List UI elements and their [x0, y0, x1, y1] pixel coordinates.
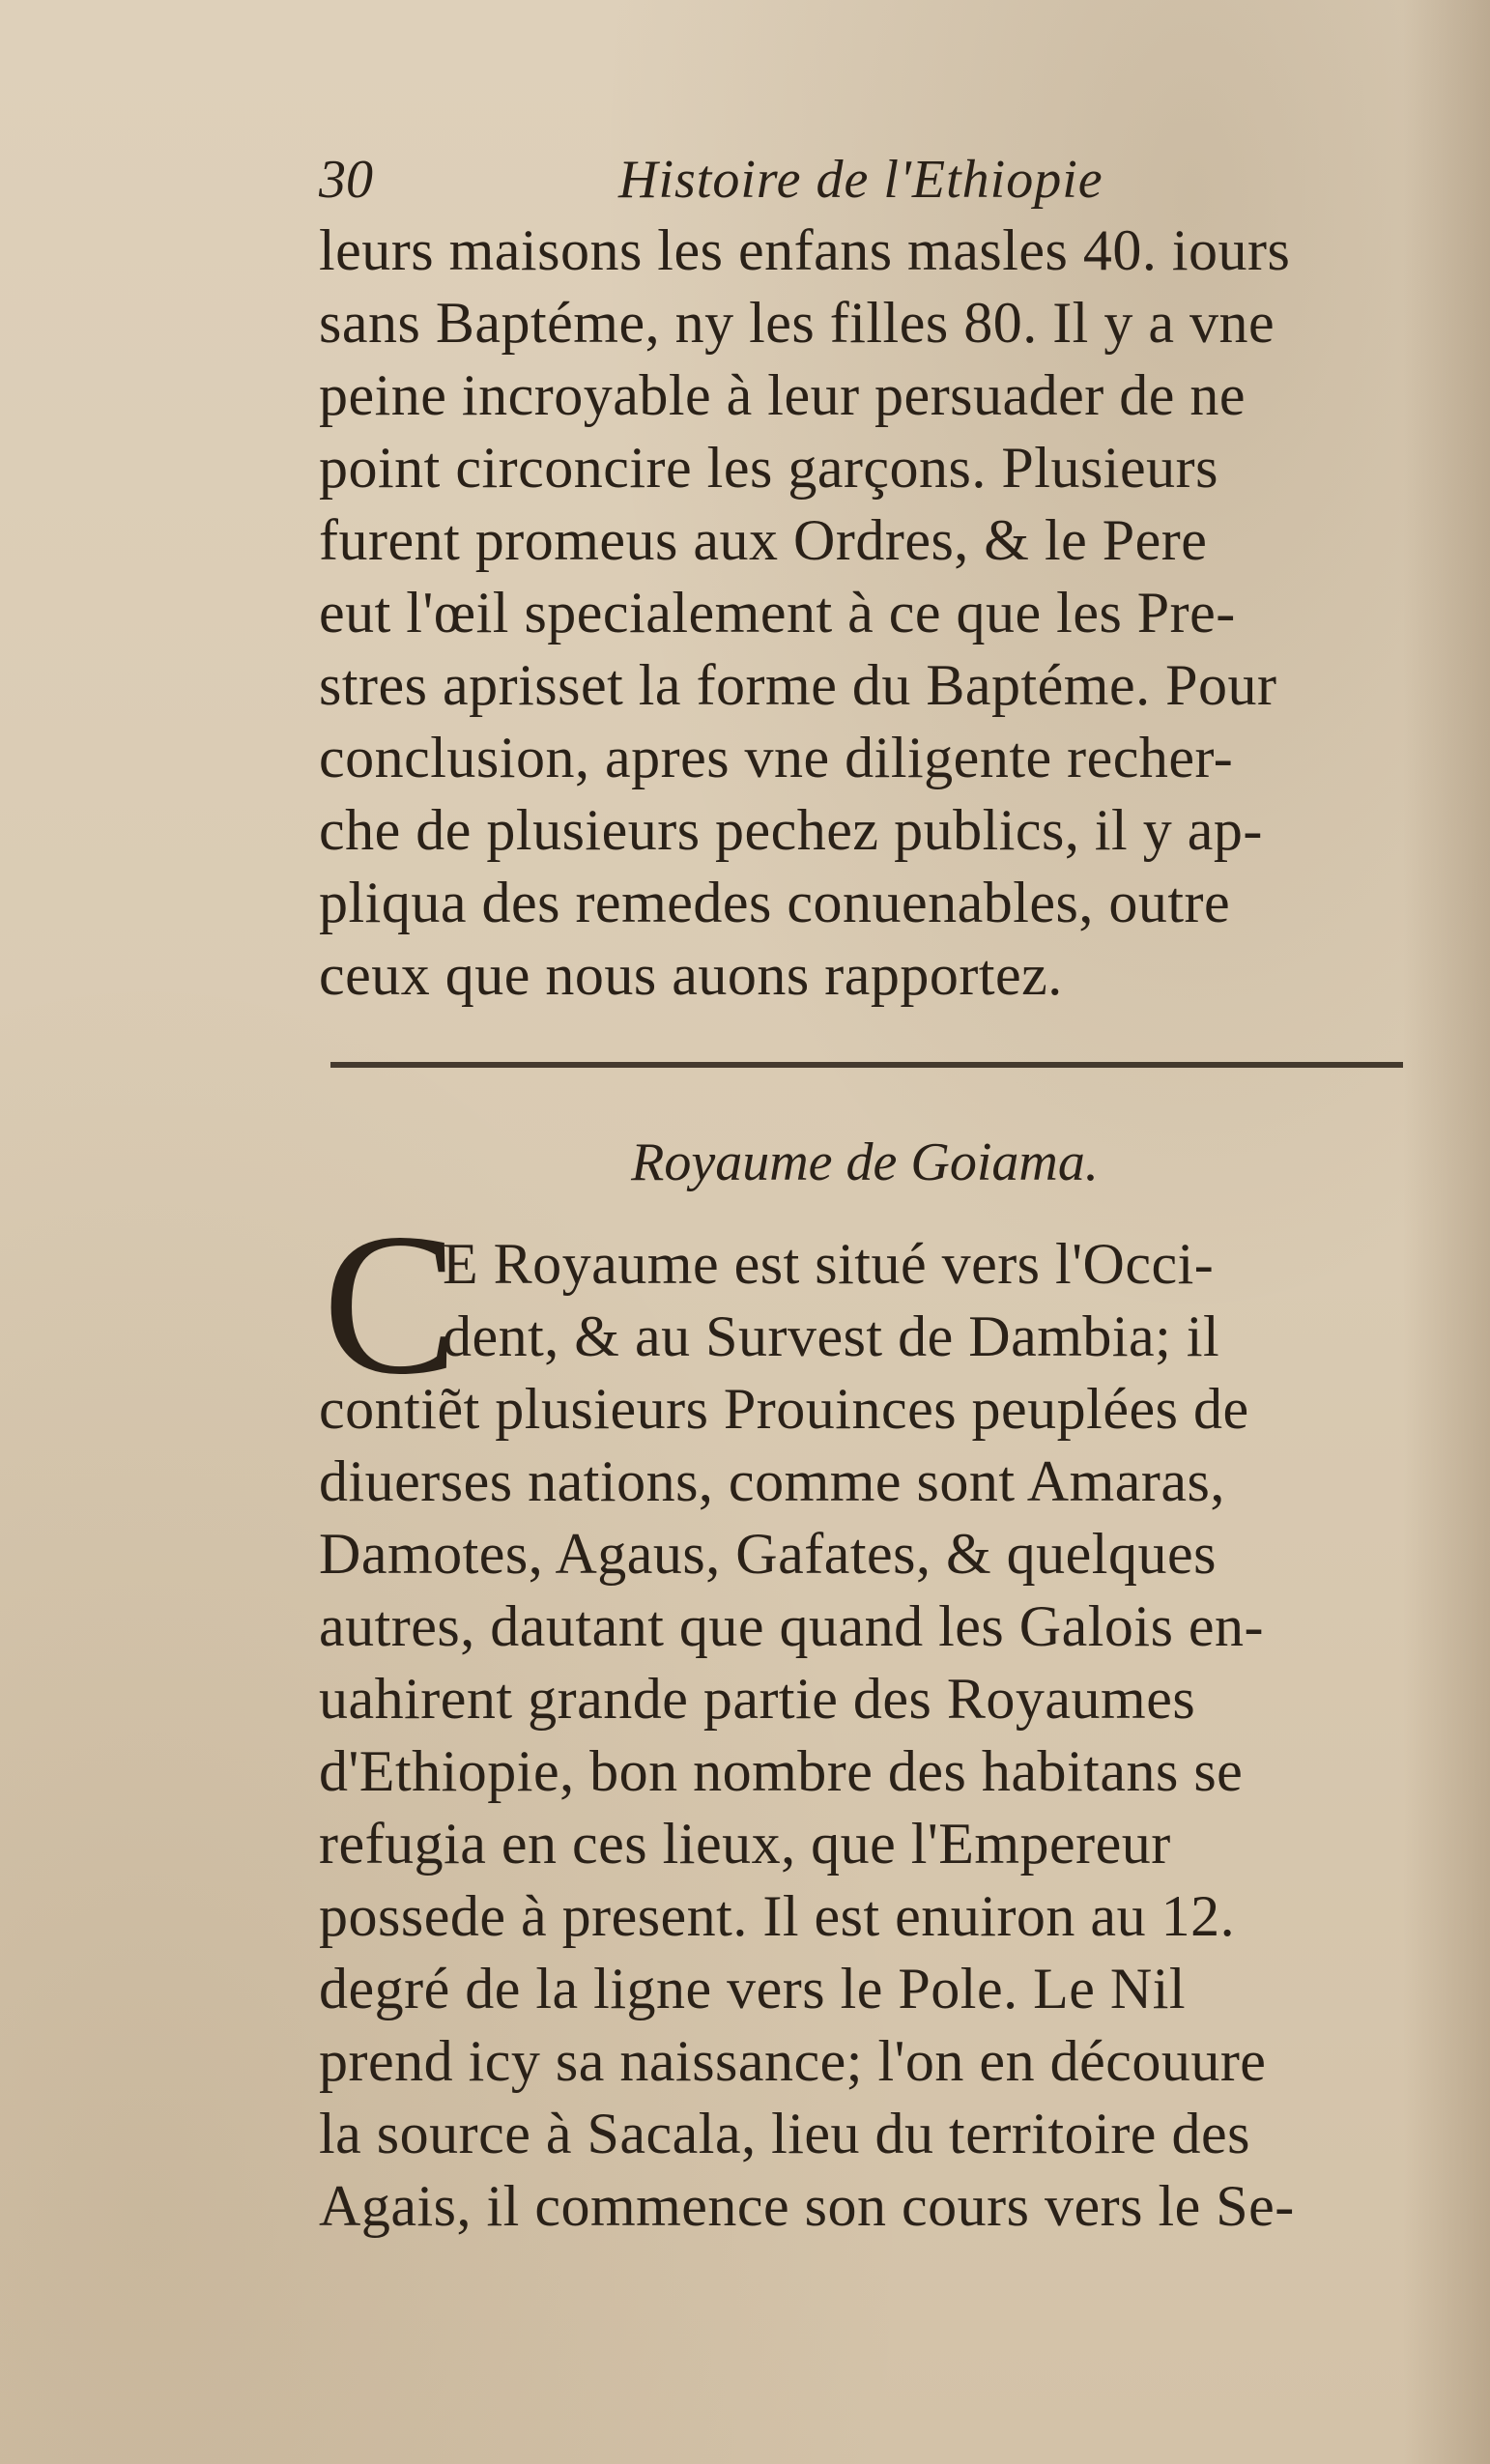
section-divider-rule: [330, 1062, 1403, 1068]
text-line: la source à Sacala, lieu du territoire des: [319, 2102, 1250, 2165]
text-line: contiẽt plusieurs Prouinces peuplées de: [319, 1377, 1249, 1441]
page-number: 30: [319, 150, 373, 210]
text-line: peine incroyable à leur persuader de ne: [319, 363, 1246, 427]
text-line: Damotes, Agaus, Gafates, & quelques: [319, 1522, 1217, 1586]
text-line: che de plusieurs pechez publics, il y ap-: [319, 798, 1263, 862]
text-line: pliqua des remedes conuenables, outre: [319, 871, 1231, 934]
paragraph-continued: [319, 215, 1411, 1012]
text-line: autres, dautant que quand les Galois en-: [319, 1594, 1265, 1658]
text-line: Agais, il commence son cours vers le Se-: [319, 2174, 1295, 2238]
text-line: ceux que nous auons rapportez.: [319, 943, 1063, 1007]
text-line: possede à present. Il est enuiron au 12.: [319, 1884, 1236, 1948]
text-line: uahirent grande partie des Royaumes: [319, 1667, 1196, 1731]
text-line: leurs maisons les enfans masles 40. iours: [319, 218, 1291, 282]
text-line: eut l'œil specialement à ce que les Pre-: [319, 581, 1236, 645]
text-line: point circoncire les garçons. Plusieurs: [319, 436, 1218, 500]
section-body: [319, 1192, 1411, 2243]
text-block: [319, 145, 1411, 2243]
text-line: E Royaume est situé vers l'Occi-: [443, 1232, 1215, 1296]
text-line: conclusion, apres vne diligente recher-: [319, 726, 1234, 789]
page-edge-shadow: [1403, 0, 1490, 2464]
text-line: dent, & au Survest de Dambia; il: [443, 1304, 1220, 1368]
text-line: d'Ethiopie, bon nombre des habitans se: [319, 1739, 1244, 1803]
text-line: refugia en ces lieux, que l'Empereur: [319, 1812, 1171, 1876]
text-line: diuerses nations, comme sont Amaras,: [319, 1449, 1225, 1513]
text-line: furent promeus aux Ordres, & le Pere: [319, 508, 1208, 572]
section-title: Royaume de Goiama.: [631, 1132, 1099, 1192]
text-line: prend icy sa naissance; l'on en découure: [319, 2029, 1267, 2093]
text-line: stres aprisset la forme du Baptéme. Pour: [319, 653, 1277, 717]
page-header: [319, 145, 1411, 215]
text-line: degré de la ligne vers le Pole. Le Nil: [319, 1957, 1187, 2020]
text-line: sans Baptéme, ny les filles 80. Il y a vne: [319, 291, 1275, 355]
running-title: Histoire de l'Ethiopie: [618, 150, 1103, 210]
drop-cap: C: [323, 1192, 459, 1417]
